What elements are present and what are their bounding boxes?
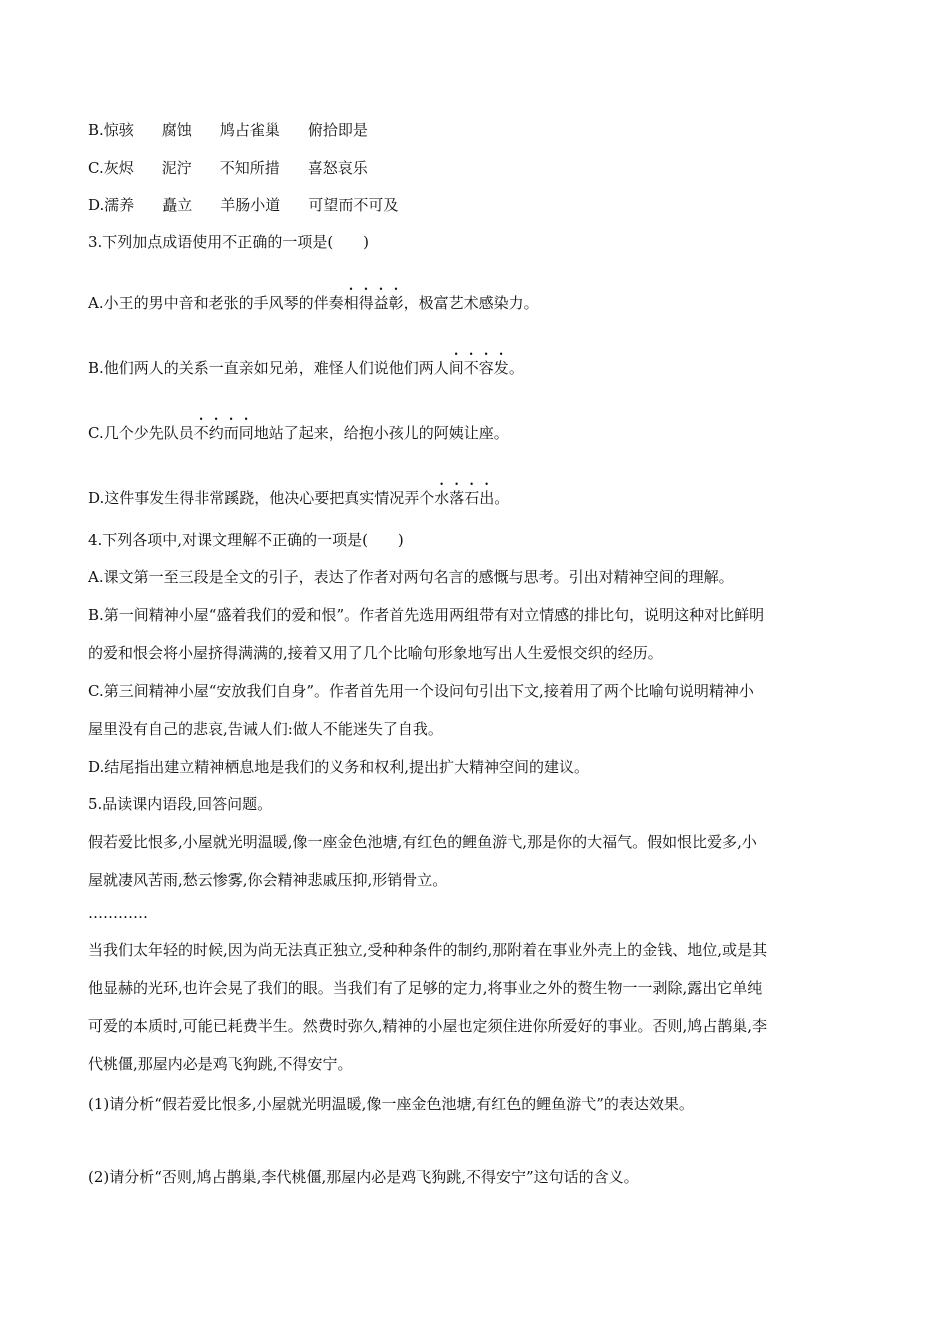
question-5-stem: 5.品读课内语段,回答问题。 [88, 795, 273, 813]
option-text: 。 [494, 489, 510, 507]
passage-2-line1: 当我们太年轻的时候,因为尚无法真正独立,受种种条件的制约,那附着在事业外壳上的金钱、地位,或是其 [88, 941, 768, 959]
question-4-option-b-line2: 的爱和恨会将小屋挤得满满的,接着又用了几个比喻句形象地写出人生爱恨交织的经历。 [88, 644, 663, 662]
question-4-stem: 4.下列各项中,对课文理解不正确的一项是( ) [88, 531, 404, 549]
option-row-c [88, 158, 368, 178]
question-4-option-d: D.结尾指出建立精神栖息地是我们的义务和权利,提出扩大精神空间的建议。 [88, 758, 590, 776]
option-word: 喜怒哀乐 [307, 159, 368, 177]
question-4-option-c-line2: 屋里没有自己的悲哀,告诫人们:做人不能迷失了自我。 [88, 720, 443, 738]
passage-1-line1: 假若爱比恨多,小屋就光明温暖,像一座金色池塘,有红色的鲤鱼游弋,那是你的大福气。假如恨比爱多,小 [88, 833, 757, 851]
option-letter: C. [88, 159, 104, 177]
option-row-b [88, 120, 368, 140]
question-4-option-c-line1: C.第三间精神小屋“安放我们自身”。作者首先用一个设问句引出下文,接着用了两个比喻句说明精神小 [88, 682, 754, 700]
question-3-option-d [88, 480, 509, 508]
option-text: D.这件事发生得非常蹊跷，他决心要把真实情况弄个 [88, 489, 435, 507]
question-3-option-b [88, 350, 524, 378]
option-letter: B. [88, 121, 104, 139]
option-text: 地站了起来，给抱小孩儿的阿姨让座。 [253, 424, 509, 442]
question-4-option-a: A.课文第一至三段是全文的引子，表达了作者对两句名言的感慨与思考。引出对精神空间的理解。 [88, 568, 734, 586]
passage-1-line2: 屋就凄风苦雨,愁云惨雾,你会精神悲戚压抑,形销骨立。 [88, 871, 448, 889]
option-word: 羊肠小道 [220, 196, 281, 214]
option-word: 不知所措 [219, 159, 280, 177]
question-3-option-c [88, 415, 509, 443]
sub-question-1: (1)请分析“假若爱比恨多,小屋就光明温暖,像一座金色池塘,有红色的鲤鱼游弋”的表达效果。 [88, 1095, 694, 1113]
option-text: B.他们两人的关系一直亲如兄弟，难怪人们说他们两人 [88, 359, 449, 377]
option-text: ，极富艺术感染力。 [403, 294, 539, 312]
sub-question-2: (2)请分析“否则,鸠占鹊巢,李代桃僵,那屋内必是鸡飞狗跳,不得安宁”这句话的含义。 [88, 1168, 639, 1186]
option-word: 矗立 [162, 196, 193, 214]
option-letter: D. [88, 196, 105, 214]
dotted-idiom: 水落石出 [434, 489, 495, 507]
question-3-stem: 3.下列加点成语使用不正确的一项是( ) [88, 233, 370, 251]
question-4-option-b-line1: B.第一间精神小屋“盛着我们的爱和恨”。作者首先选用两组带有对立情感的排比句，说明这种对比鲜明 [88, 606, 765, 624]
dotted-idiom: 不约而同 [193, 424, 254, 442]
passage-ellipsis: ………… [88, 904, 148, 922]
option-word: 泥泞 [161, 159, 192, 177]
passage-2-line2: 他显赫的光环,也许会晃了我们的眼。当我们有了足够的定力,将事业之外的赘生物一一剥除,露出它单纯 [88, 979, 763, 997]
option-text: C.几个少先队员 [88, 424, 194, 442]
dotted-idiom: 间不容发 [448, 359, 509, 377]
option-text: 。 [508, 359, 524, 377]
option-word: 可望而不可及 [308, 196, 399, 214]
option-word: 鸠占雀巢 [219, 121, 280, 139]
passage-2-line3: 可爱的本质时,可能已耗费半生。然费时弥久,精神的小屋也定须住进你所爱好的事业。否则,鸠占鹊巢,李 [88, 1017, 768, 1035]
dotted-idiom: 相得益彰 [343, 294, 404, 312]
option-word: 濡养 [104, 196, 135, 214]
question-3-option-a [88, 285, 539, 313]
option-word: 俯拾即是 [307, 121, 368, 139]
option-row-d [88, 195, 398, 215]
option-word: 灰烬 [103, 159, 134, 177]
option-text: A.小王的男中音和老张的手风琴的伴奏 [88, 294, 344, 312]
option-word: 惊骇 [103, 121, 134, 139]
option-word: 腐蚀 [161, 121, 192, 139]
passage-2-line4: 代桃僵,那屋内必是鸡飞狗跳,不得安宁。 [88, 1055, 353, 1073]
